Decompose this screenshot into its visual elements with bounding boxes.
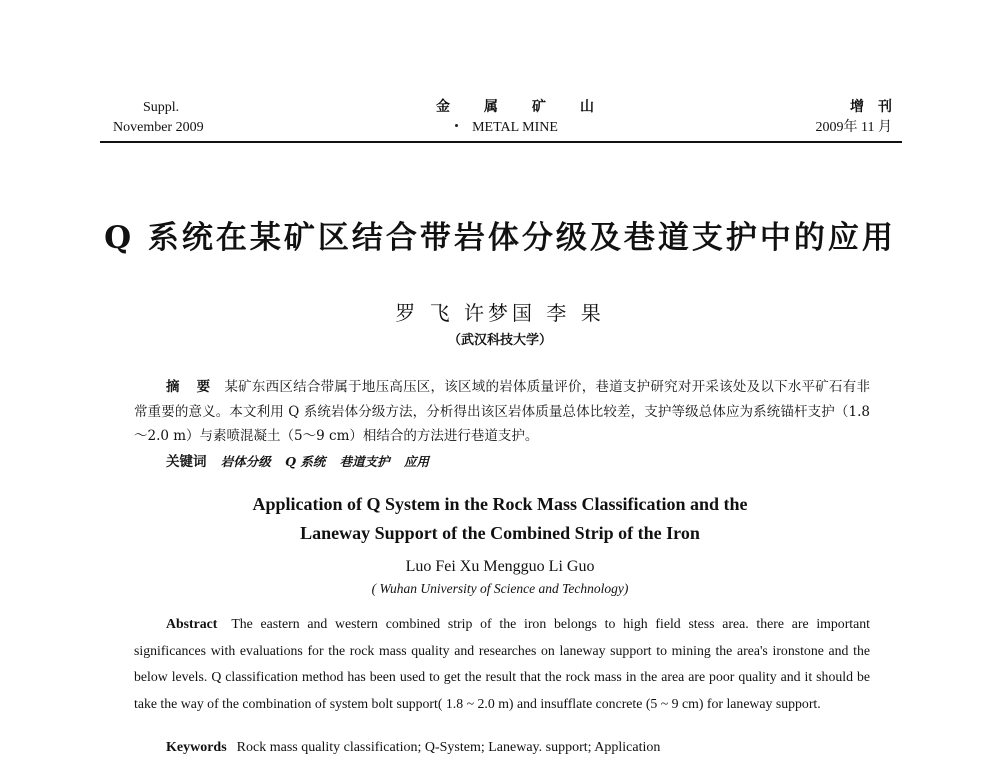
keyword-cn: Q 系统 — [285, 454, 326, 469]
paper-title-en-line2: Laneway Support of the Combined Strip of the Iron — [300, 523, 700, 543]
keyword-cn: 岩体分级 — [220, 454, 271, 469]
journal-name-en: METAL MINE — [472, 120, 558, 135]
abstract-label-en: Abstract — [166, 616, 218, 631]
keywords-label-en: Keywords — [166, 740, 227, 755]
keywords-text-en: Rock mass quality classification; Q-System; Laneway. support; Application — [236, 740, 661, 755]
issue-date-en: November 2009 — [113, 120, 204, 135]
abstract-en — [134, 611, 870, 717]
journal-header-left — [113, 98, 204, 138]
affiliation-en: ( Wuhan University of Science and Technology) — [371, 581, 629, 596]
issue-date-cn: 2009年 11 月 — [815, 120, 892, 135]
supplement-label-cn: 增刊 — [850, 100, 906, 115]
abstract-label-cn: 摘 要 — [166, 379, 217, 395]
authors-en: Luo Fei Xu Mengguo Li Guo — [405, 558, 595, 575]
supplement-label: Suppl. — [143, 100, 180, 115]
authors-cn: 罗 飞 许梦国 李 果 — [395, 301, 605, 325]
header-rule — [100, 141, 902, 143]
keywords-en — [166, 740, 660, 756]
keyword-cn: 巷道支护 — [339, 454, 390, 469]
paper-title-en — [60, 490, 940, 548]
abstract-text-en: The eastern and western combined strip of the iron belongs to high field stess area. there are important significances with evaluations for the rock mass quality and researches on laneway support to mining the area's ironstone and the below levels. Q classification method has been used to get the result that the rock mass in the area are poor quality and it should be take the way of the combination of system bolt support( 1.8 ~ 2.0 m) and insufflate concrete (5 ~ 9 cm) for laneway support. — [134, 616, 870, 711]
journal-header-center — [395, 98, 635, 138]
keywords-label-cn: 关键词 — [166, 454, 207, 470]
paper-title-cn: Q 系统在某矿区结合带岩体分级及巷道支护中的应用 — [104, 220, 896, 256]
header-dot — [455, 124, 458, 127]
keyword-cn: 应用 — [403, 454, 429, 469]
journal-header-right — [815, 98, 906, 138]
keywords-cn — [166, 450, 439, 470]
journal-name-cn: 金属矿山 — [436, 100, 628, 115]
paper-title-en-line1: Application of Q System in the Rock Mass Classification and the — [252, 494, 748, 514]
affiliation-cn: （武汉科技大学） — [447, 333, 552, 348]
abstract-text-cn: 某矿东西区结合带属于地压高压区，该区域的岩体质量评价，巷道支护研究对开采该处及以下水平矿石有非常重要的意义。本文利用 Q 系统岩体分级方法，分析得出该区岩体质量总体比较差，支护等级总体应为系统锚杆支护（1.8～2.0 m）与素喷混凝土（5～9 cm）相结合的方法进行巷道支护。 — [134, 379, 871, 444]
abstract-cn — [134, 375, 870, 449]
